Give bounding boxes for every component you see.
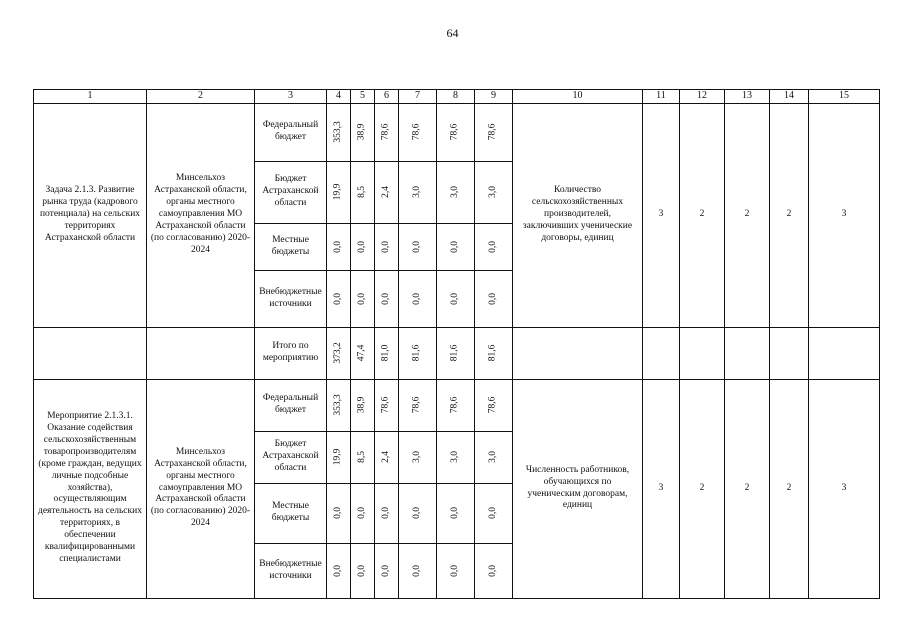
value-cell: 78,6 [399,379,437,431]
target-cell: 3 [809,379,880,598]
value-cell: 38,9 [351,103,375,161]
value-cell: 81,6 [437,327,475,379]
empty-cell [513,327,643,379]
budget-table [33,89,880,599]
value-cell: 0,0 [327,223,351,270]
value-cell: 0,0 [375,543,399,598]
value-cell: 78,6 [399,103,437,161]
value-cell: 353,3 [327,103,351,161]
header-cell: 4 [327,90,351,104]
value-cell: 0,0 [351,543,375,598]
value-cell: 8,5 [351,431,375,483]
header-cell: 9 [475,90,513,104]
value-cell: 19,9 [327,161,351,223]
value-cell: 0,0 [375,223,399,270]
executor-cell: Минсельхоз Астраханской области, органы местного самоуправления МО Астраханской области (по согласованию) 2020-2024 [147,103,255,327]
value-cell: 0,0 [437,543,475,598]
empty-cell [643,327,680,379]
target-cell: 2 [770,103,809,327]
value-cell: 78,6 [437,103,475,161]
value-cell: 3,0 [399,161,437,223]
table-row [34,379,880,431]
target-cell: 2 [680,379,725,598]
task-cell: Мероприятие 2.1.3.1. Оказание содействия сельскохозяйственным товаропроизводителям (кроме граждан, ведущих личные подсобные хозяйства), осуществляющим деятельность на сельских территориях, в обеспечении квалифицированными специалистами [34,379,147,598]
value-cell: 3,0 [475,431,513,483]
header-cell: 6 [375,90,399,104]
value-cell: 0,0 [351,223,375,270]
value-cell: 81,6 [399,327,437,379]
header-cell: 12 [680,90,725,104]
target-cell: 2 [680,103,725,327]
executor-cell: Минсельхоз Астраханской области, органы местного самоуправления МО Астраханской области (по согласованию) 2020-2024 [147,379,255,598]
target-cell: 2 [770,379,809,598]
value-cell: 373,2 [327,327,351,379]
value-cell: 0,0 [375,270,399,327]
source-cell: Внебюджетные источники [255,270,327,327]
value-cell: 38,9 [351,379,375,431]
value-cell: 0,0 [375,483,399,543]
source-cell: Федеральный бюджет [255,103,327,161]
value-cell: 3,0 [437,161,475,223]
value-cell: 0,0 [475,543,513,598]
value-cell: 0,0 [327,270,351,327]
target-cell: 3 [809,103,880,327]
target-cell: 3 [643,379,680,598]
value-cell: 0,0 [399,223,437,270]
value-cell: 353,3 [327,379,351,431]
value-cell: 0,0 [327,543,351,598]
source-cell: Бюджет Астраханской области [255,431,327,483]
header-row [34,90,880,104]
value-cell: 0,0 [351,483,375,543]
empty-cell [725,327,770,379]
value-cell: 0,0 [327,483,351,543]
empty-cell [770,327,809,379]
source-cell: Местные бюджеты [255,223,327,270]
value-cell: 0,0 [399,543,437,598]
value-cell: 78,6 [475,379,513,431]
value-cell: 78,6 [375,379,399,431]
empty-cell [680,327,725,379]
source-cell: Внебюджетные источники [255,543,327,598]
value-cell: 2,4 [375,431,399,483]
value-cell: 2,4 [375,161,399,223]
header-cell: 11 [643,90,680,104]
source-cell: Итого по мероприятию [255,327,327,379]
table-row [34,103,880,161]
value-cell: 47,4 [351,327,375,379]
page-number: 64 [446,26,459,40]
value-cell: 0,0 [437,270,475,327]
value-cell: 0,0 [437,223,475,270]
indicator-cell: Количество сельскохозяйственных производителей, заключивших ученические договоры, единиц [513,103,643,327]
value-cell: 19,9 [327,431,351,483]
header-cell: 2 [147,90,255,104]
header-cell: 15 [809,90,880,104]
value-cell: 0,0 [475,483,513,543]
value-cell: 0,0 [437,483,475,543]
value-cell: 3,0 [399,431,437,483]
value-cell: 3,0 [437,431,475,483]
value-cell: 0,0 [351,270,375,327]
value-cell: 78,6 [437,379,475,431]
value-cell: 0,0 [399,483,437,543]
value-cell: 0,0 [475,270,513,327]
header-cell: 3 [255,90,327,104]
empty-cell [809,327,880,379]
empty-cell [34,327,147,379]
value-cell: 3,0 [475,161,513,223]
value-cell: 81,6 [475,327,513,379]
value-cell: 8,5 [351,161,375,223]
value-cell: 78,6 [375,103,399,161]
source-cell: Местные бюджеты [255,483,327,543]
value-cell: 81,0 [375,327,399,379]
header-cell: 5 [351,90,375,104]
header-cell: 8 [437,90,475,104]
header-cell: 13 [725,90,770,104]
empty-cell [147,327,255,379]
header-cell: 1 [34,90,147,104]
task-cell: Задача 2.1.3. Развитие рынка труда (кадрового потенциала) на сельских территориях Астраханской области [34,103,147,327]
value-cell: 78,6 [475,103,513,161]
target-cell: 3 [643,103,680,327]
value-cell: 0,0 [399,270,437,327]
header-cell: 7 [399,90,437,104]
target-cell: 2 [725,103,770,327]
indicator-cell: Численность работников, обучающихся по ученическим договорам, единиц [513,379,643,598]
table-row [34,327,880,379]
header-cell: 14 [770,90,809,104]
header-cell: 10 [513,90,643,104]
target-cell: 2 [725,379,770,598]
source-cell: Федеральный бюджет [255,379,327,431]
source-cell: Бюджет Астраханской области [255,161,327,223]
value-cell: 0,0 [475,223,513,270]
